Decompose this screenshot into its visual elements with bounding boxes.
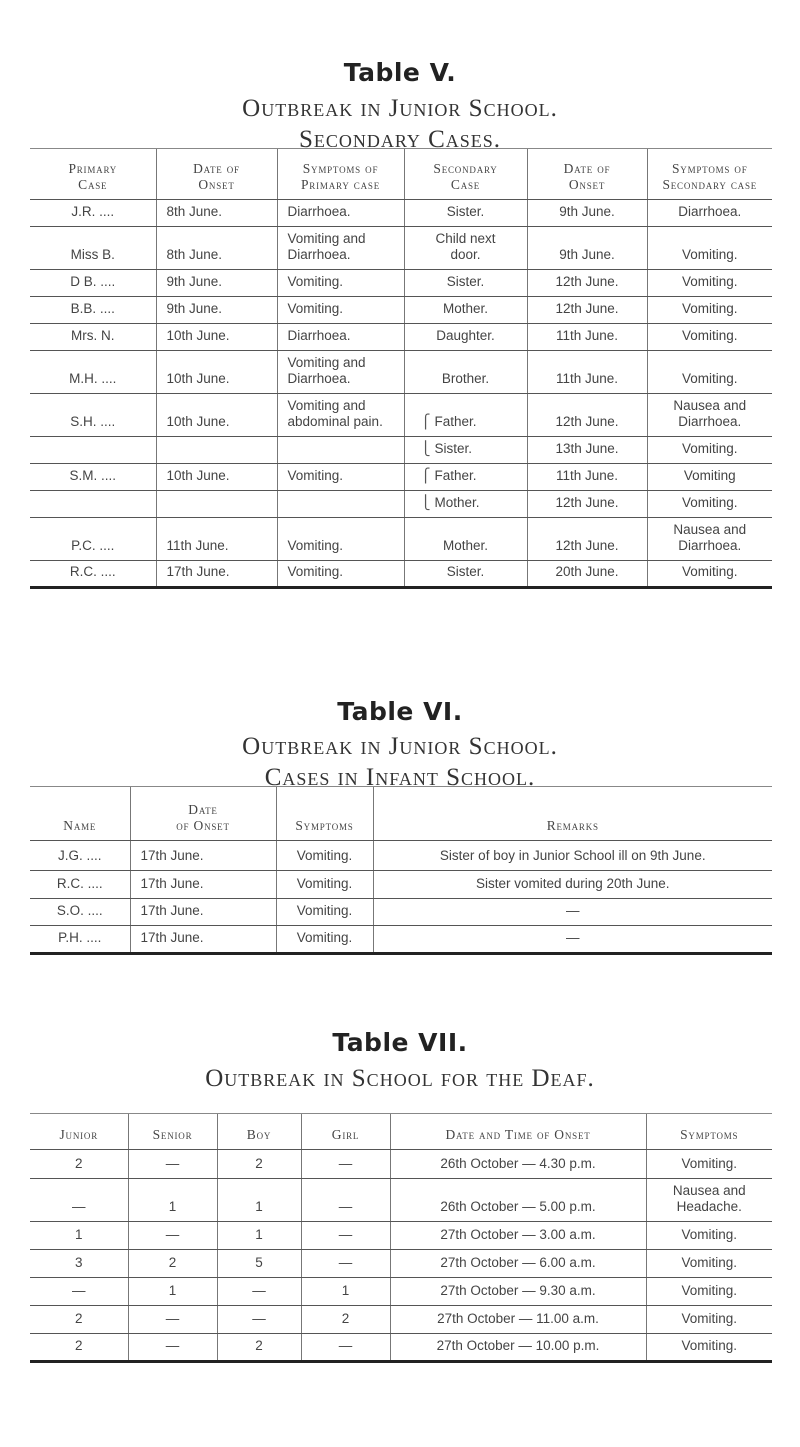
table5-title-line2: Secondary Cases. bbox=[298, 126, 502, 153]
table5-cell: B.B. .... bbox=[30, 297, 156, 324]
table7-cell: 27th October — 3.00 a.m. bbox=[390, 1222, 646, 1250]
table7-row bbox=[30, 1250, 772, 1278]
table5-cell: 12th June. bbox=[527, 297, 647, 324]
brace-mark: ⎩ bbox=[420, 495, 431, 511]
table5-cell: 9th June. bbox=[156, 270, 277, 297]
table7-cell: 27th October — 9.30 a.m. bbox=[390, 1278, 646, 1306]
table5-cell: 11th June. bbox=[527, 351, 647, 394]
table5-cell: Vomiting. bbox=[647, 324, 772, 351]
table5-cell: Vomiting. bbox=[647, 437, 772, 464]
table5-cell: M.H. .... bbox=[30, 351, 156, 394]
table5-cell: 10th June. bbox=[156, 324, 277, 351]
table6-title-line2: Cases in Infant School. bbox=[264, 764, 536, 791]
table7-cell: 1 bbox=[128, 1179, 217, 1222]
table7-cell: — bbox=[301, 1222, 390, 1250]
table7-row bbox=[30, 1278, 772, 1306]
table5-cell: Sister. bbox=[404, 200, 527, 227]
table6-cell: Vomiting. bbox=[276, 926, 373, 954]
table7-cell: 1 bbox=[217, 1222, 301, 1250]
table7-cell: Vomiting. bbox=[646, 1250, 772, 1278]
table7-row bbox=[30, 1222, 772, 1250]
table5-cell: Diarrhoea. bbox=[277, 324, 404, 351]
table5-cell: 11th June. bbox=[527, 464, 647, 491]
table7-header-cell: Boy bbox=[217, 1114, 301, 1150]
table6-cell: — bbox=[373, 926, 772, 954]
table5-row bbox=[30, 297, 772, 324]
table7-cell: — bbox=[30, 1278, 128, 1306]
table6 bbox=[30, 786, 772, 955]
table5-cell: Vomiting. bbox=[647, 297, 772, 324]
table5-header-cell: Symptoms of Primary case bbox=[277, 149, 404, 200]
table5-cell bbox=[30, 437, 156, 464]
table7-cell: 2 bbox=[217, 1334, 301, 1362]
table7-cell: 2 bbox=[128, 1250, 217, 1278]
table6-cell: Vomiting. bbox=[276, 871, 373, 899]
table5-cell: S.M. .... bbox=[30, 464, 156, 491]
table5-label: Table V. bbox=[343, 58, 457, 87]
table5-header-row bbox=[30, 149, 772, 200]
table6-cell: Sister vomited during 20th June. bbox=[373, 871, 772, 899]
table5-row bbox=[30, 200, 772, 227]
table5-cell: Vomiting. bbox=[647, 227, 772, 270]
brace-mark: ⎧ bbox=[420, 468, 431, 484]
table7-cell: 1 bbox=[301, 1278, 390, 1306]
table5-cell: 11th June. bbox=[156, 518, 277, 561]
table5-cell bbox=[156, 491, 277, 518]
table5-cell: 9th June. bbox=[156, 297, 277, 324]
table7-cell: — bbox=[128, 1334, 217, 1362]
table5-cell: Vomiting and Diarrhoea. bbox=[277, 227, 404, 270]
table5-cell bbox=[277, 437, 404, 464]
brace-mark: ⎩ bbox=[420, 441, 431, 457]
table5-cell: Vomiting. bbox=[277, 297, 404, 324]
table5-cell: 10th June. bbox=[156, 394, 277, 437]
table6-cell: 17th June. bbox=[130, 871, 276, 899]
table5-row bbox=[30, 270, 772, 297]
table5-cell: Miss B. bbox=[30, 227, 156, 270]
table5-cell: R.C. .... bbox=[30, 561, 156, 588]
table5-row bbox=[30, 394, 772, 437]
table6-row bbox=[30, 899, 772, 926]
table7-cell: Vomiting. bbox=[646, 1334, 772, 1362]
table5-row bbox=[30, 518, 772, 561]
table5-row bbox=[30, 464, 772, 491]
table5-cell: 20th June. bbox=[527, 561, 647, 588]
table5-title-line1: Outbreak in Junior School. bbox=[242, 95, 558, 122]
table5-cell: 12th June. bbox=[527, 518, 647, 561]
table7-header-cell: Symptoms bbox=[646, 1114, 772, 1150]
table7-cell: Vomiting. bbox=[646, 1306, 772, 1334]
table5-cell: P.C. .... bbox=[30, 518, 156, 561]
table6-header-cell: Remarks bbox=[373, 787, 772, 841]
table6-header-cell: Name bbox=[30, 787, 130, 841]
table5-cell: Nausea and Diarrhoea. bbox=[647, 518, 772, 561]
table7-cell: 2 bbox=[217, 1150, 301, 1179]
table7-heading bbox=[0, 1028, 800, 1094]
table5-header-cell: Symptoms of Secondary case bbox=[647, 149, 772, 200]
table5-cell: Mother. bbox=[404, 297, 527, 324]
table5-cell: 12th June. bbox=[527, 394, 647, 437]
table7-cell: 2 bbox=[301, 1306, 390, 1334]
table7-header-cell: Junior bbox=[30, 1114, 128, 1150]
table7-row bbox=[30, 1179, 772, 1222]
table6-header-row bbox=[30, 787, 772, 841]
table6-header-cell: Date of Onset bbox=[130, 787, 276, 841]
table5-cell: Vomiting. bbox=[647, 351, 772, 394]
table6-cell: S.O. .... bbox=[30, 899, 130, 926]
table6-row bbox=[30, 926, 772, 954]
table7-cell: 3 bbox=[30, 1250, 128, 1278]
table5-cell: ⎧ Father. bbox=[404, 394, 527, 437]
table7-cell: Nausea and Headache. bbox=[646, 1179, 772, 1222]
table7-row bbox=[30, 1334, 772, 1362]
table6-title-line1: Outbreak in Junior School. bbox=[242, 733, 558, 760]
table7-cell: 27th October — 10.00 p.m. bbox=[390, 1334, 646, 1362]
table6-cell: R.C. .... bbox=[30, 871, 130, 899]
table6-cell: Vomiting. bbox=[276, 841, 373, 871]
table5-header-cell: Secondary Case bbox=[404, 149, 527, 200]
table5-cell: Child next door. bbox=[404, 227, 527, 270]
table5-cell: Vomiting. bbox=[277, 464, 404, 491]
table5-cell: 8th June. bbox=[156, 200, 277, 227]
table5-cell: Vomiting bbox=[647, 464, 772, 491]
table5-row bbox=[30, 227, 772, 270]
table5-cell: ⎩ Mother. bbox=[404, 491, 527, 518]
table6-heading bbox=[0, 697, 800, 793]
table7-cell: — bbox=[128, 1306, 217, 1334]
table5-cell bbox=[277, 491, 404, 518]
table7-cell: — bbox=[217, 1278, 301, 1306]
table5-cell: S.H. .... bbox=[30, 394, 156, 437]
table7-cell: Vomiting. bbox=[646, 1222, 772, 1250]
table7-cell: — bbox=[301, 1150, 390, 1179]
table7-cell: 1 bbox=[217, 1179, 301, 1222]
table5-cell: Diarrhoea. bbox=[647, 200, 772, 227]
table7-cell: — bbox=[301, 1250, 390, 1278]
table5-row bbox=[30, 324, 772, 351]
table7-cell: 1 bbox=[128, 1278, 217, 1306]
table5-heading bbox=[0, 58, 800, 155]
table5-cell: ⎩ Sister. bbox=[404, 437, 527, 464]
table5-cell: 10th June. bbox=[156, 464, 277, 491]
table5-cell: Vomiting. bbox=[647, 491, 772, 518]
table7-cell: — bbox=[30, 1179, 128, 1222]
table5-cell: 12th June. bbox=[527, 270, 647, 297]
table6-row bbox=[30, 871, 772, 899]
table5-cell: Vomiting. bbox=[277, 518, 404, 561]
table5-header-cell: Primary Case bbox=[30, 149, 156, 200]
table5-row bbox=[30, 561, 772, 588]
table7-header-row bbox=[30, 1114, 772, 1150]
table7-title: Outbreak in School for the Deaf. bbox=[205, 1065, 595, 1092]
table6-label: Table VI. bbox=[337, 697, 463, 726]
table5-cell: Mrs. N. bbox=[30, 324, 156, 351]
table5-header-cell: Date of Onset bbox=[156, 149, 277, 200]
table7-cell: — bbox=[301, 1334, 390, 1362]
table7-cell: 27th October — 11.00 a.m. bbox=[390, 1306, 646, 1334]
table5-cell: 9th June. bbox=[527, 227, 647, 270]
table7-cell: — bbox=[301, 1179, 390, 1222]
table5-cell: ⎧ Father. bbox=[404, 464, 527, 491]
brace-mark: ⎧ bbox=[420, 414, 431, 430]
table5-row bbox=[30, 351, 772, 394]
table7-header-cell: Girl bbox=[301, 1114, 390, 1150]
table7-cell: 2 bbox=[30, 1150, 128, 1179]
table7-cell: 26th October — 4.30 p.m. bbox=[390, 1150, 646, 1179]
table6-cell: 17th June. bbox=[130, 841, 276, 871]
table6-header-cell: Symptoms bbox=[276, 787, 373, 841]
table5-row bbox=[30, 491, 772, 518]
table7-label: Table VII. bbox=[332, 1028, 468, 1057]
table7-cell: 2 bbox=[30, 1306, 128, 1334]
table5-cell: Vomiting. bbox=[647, 270, 772, 297]
table6-cell: J.G. .... bbox=[30, 841, 130, 871]
table7-cell: — bbox=[128, 1222, 217, 1250]
table5 bbox=[30, 148, 772, 589]
table5-cell: Mother. bbox=[404, 518, 527, 561]
table5-cell: Vomiting. bbox=[647, 561, 772, 588]
table6-cell: 17th June. bbox=[130, 926, 276, 954]
table7-cell: — bbox=[217, 1306, 301, 1334]
table7-header-cell: Senior bbox=[128, 1114, 217, 1150]
table5-cell: 11th June. bbox=[527, 324, 647, 351]
table5-cell: Diarrhoea. bbox=[277, 200, 404, 227]
table5-cell: Vomiting and Diarrhoea. bbox=[277, 351, 404, 394]
table7-header-cell: Date and Time of Onset bbox=[390, 1114, 646, 1150]
table7-row bbox=[30, 1150, 772, 1179]
table7-cell: 1 bbox=[30, 1222, 128, 1250]
table7-cell: 27th October — 6.00 a.m. bbox=[390, 1250, 646, 1278]
table7-row bbox=[30, 1306, 772, 1334]
table5-cell: Vomiting and abdominal pain. bbox=[277, 394, 404, 437]
table6-cell: Vomiting. bbox=[276, 899, 373, 926]
table5-cell: Brother. bbox=[404, 351, 527, 394]
table6-cell: — bbox=[373, 899, 772, 926]
table7-cell: 5 bbox=[217, 1250, 301, 1278]
table7-cell: — bbox=[128, 1150, 217, 1179]
table5-header-cell: Date of Onset bbox=[527, 149, 647, 200]
table5-cell: 12th June. bbox=[527, 491, 647, 518]
table5-cell: 10th June. bbox=[156, 351, 277, 394]
table5-row bbox=[30, 437, 772, 464]
table7-cell: Vomiting. bbox=[646, 1150, 772, 1179]
table7-cell: Vomiting. bbox=[646, 1278, 772, 1306]
table5-cell: Daughter. bbox=[404, 324, 527, 351]
table5-cell: 9th June. bbox=[527, 200, 647, 227]
table5-cell: 13th June. bbox=[527, 437, 647, 464]
table7 bbox=[30, 1113, 772, 1363]
table7-cell: 2 bbox=[30, 1334, 128, 1362]
table5-cell: Nausea and Diarrhoea. bbox=[647, 394, 772, 437]
table6-cell: P.H. .... bbox=[30, 926, 130, 954]
table7-cell: 26th October — 5.00 p.m. bbox=[390, 1179, 646, 1222]
table5-cell bbox=[156, 437, 277, 464]
table5-cell: Sister. bbox=[404, 561, 527, 588]
table5-cell: D B. .... bbox=[30, 270, 156, 297]
table5-cell: Vomiting. bbox=[277, 561, 404, 588]
table5-cell: 8th June. bbox=[156, 227, 277, 270]
table5-cell: Vomiting. bbox=[277, 270, 404, 297]
table6-cell: Sister of boy in Junior School ill on 9th June. bbox=[373, 841, 772, 871]
table5-cell: J.R. .... bbox=[30, 200, 156, 227]
table5-cell: 17th June. bbox=[156, 561, 277, 588]
table6-cell: 17th June. bbox=[130, 899, 276, 926]
table5-cell bbox=[30, 491, 156, 518]
table5-cell: Sister. bbox=[404, 270, 527, 297]
table6-row bbox=[30, 841, 772, 871]
